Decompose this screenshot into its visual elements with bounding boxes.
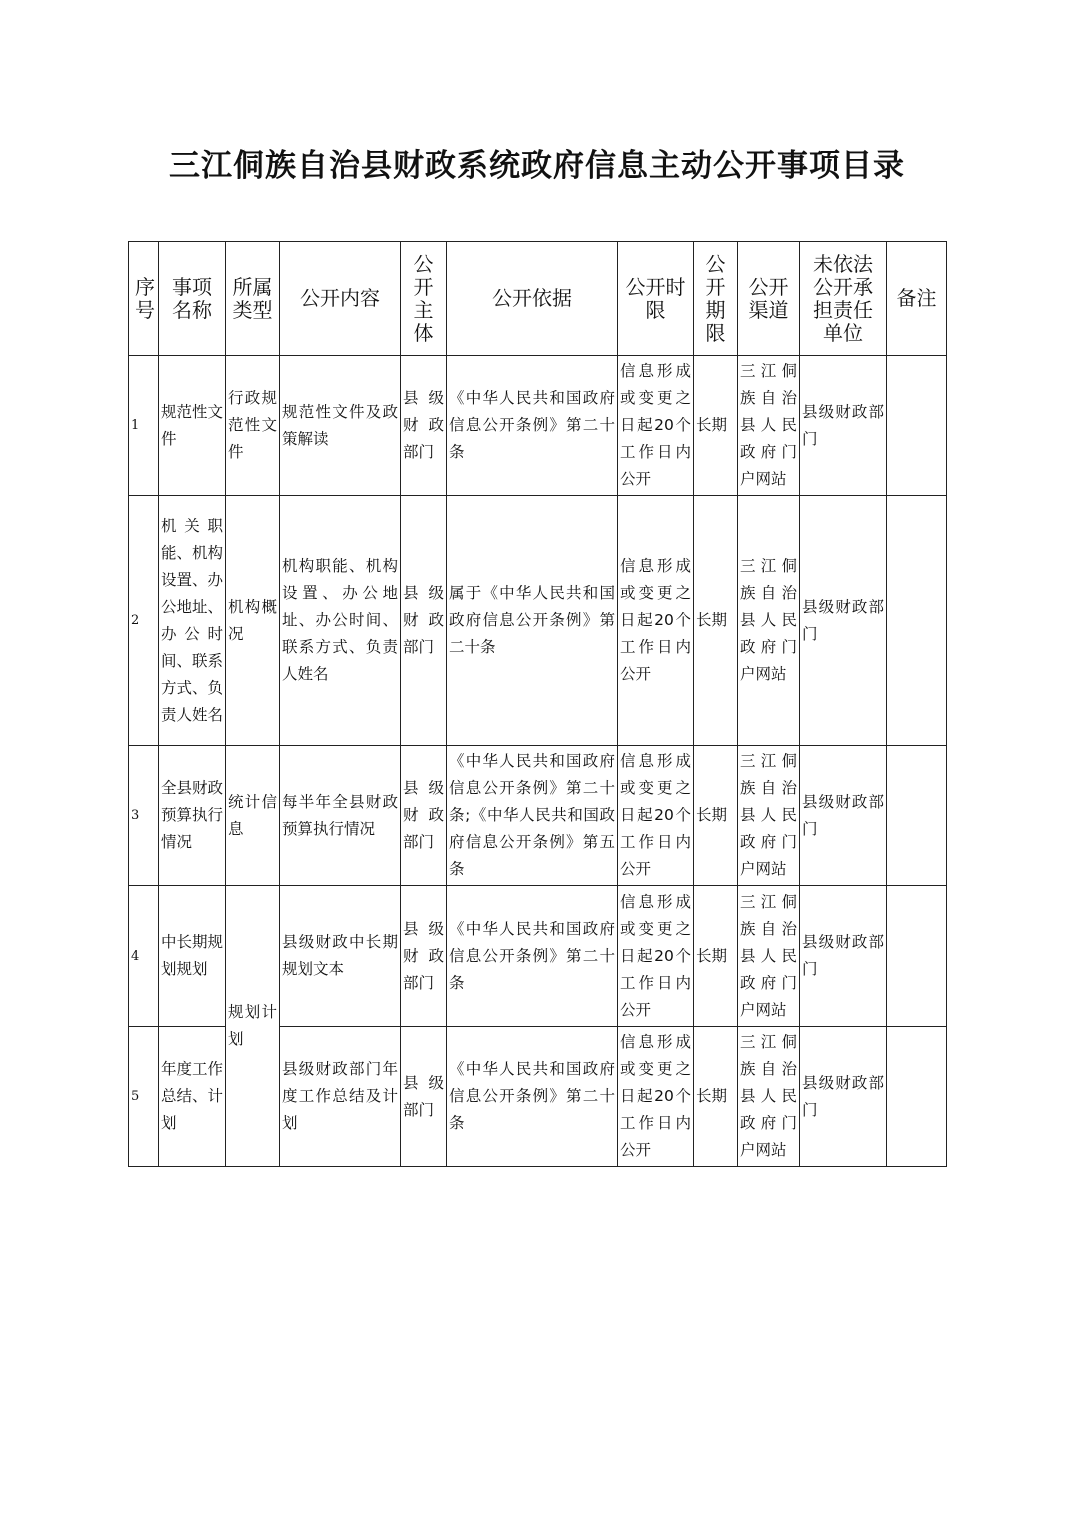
cell-time-limit: 信息形成或变更之日起20个工作日内公开 [618, 746, 694, 886]
cell-subject: 县级财政部门 [401, 356, 447, 496]
cell-seq: 5 [129, 1027, 159, 1167]
cell-seq: 2 [129, 496, 159, 746]
cell-name: 规范性文件 [159, 356, 226, 496]
cell-subject: 县级财政部门 [401, 886, 447, 1027]
cell-note [887, 356, 947, 496]
catalog-table [128, 241, 947, 1167]
cell-subject: 县级财政部门 [401, 746, 447, 886]
cell-note [887, 746, 947, 886]
cell-channel: 三江侗族自治县人民政府门户网站 [738, 496, 800, 746]
header-content: 公开内容 [280, 242, 401, 356]
cell-responsible: 县级财政部门 [800, 746, 887, 886]
cell-type: 行政规范性文件 [226, 356, 280, 496]
cell-period: 长期 [694, 496, 738, 746]
cell-basis: 属于《中华人民共和国政府信息公开条例》第二十条 [447, 496, 618, 746]
header-time-limit: 公开时限 [618, 242, 694, 356]
cell-responsible: 县级财政部门 [800, 356, 887, 496]
cell-content: 每半年全县财政预算执行情况 [280, 746, 401, 886]
cell-note [887, 886, 947, 1027]
page-title: 三江侗族自治县财政系统政府信息主动公开事项目录 [169, 148, 905, 184]
header-name: 事项名称 [159, 242, 226, 356]
table-row [129, 746, 947, 886]
header-row [129, 242, 947, 356]
cell-basis: 《中华人民共和国政府信息公开条例》第二十条;《中华人民共和国政府信息公开条例》第五条 [447, 746, 618, 886]
cell-period: 长期 [694, 746, 738, 886]
cell-subject: 县级财政部门 [401, 496, 447, 746]
cell-time-limit: 信息形成或变更之日起20个工作日内公开 [618, 356, 694, 496]
cell-period: 长期 [694, 356, 738, 496]
cell-responsible: 县级财政部门 [800, 886, 887, 1027]
header-period: 公开期限 [694, 242, 738, 356]
header-type: 所属类型 [226, 242, 280, 356]
cell-basis: 《中华人民共和国政府信息公开条例》第二十条 [447, 1027, 618, 1167]
cell-time-limit: 信息形成或变更之日起20个工作日内公开 [618, 496, 694, 746]
header-subject: 公开主体 [401, 242, 447, 356]
cell-name: 年度工作总结、计划 [159, 1027, 226, 1167]
cell-period: 长期 [694, 1027, 738, 1167]
cell-content: 县级财政部门年度工作总结及计划 [280, 1027, 401, 1167]
cell-channel: 三江侗族自治县人民政府门户网站 [738, 746, 800, 886]
cell-content: 规范性文件及政策解读 [280, 356, 401, 496]
cell-content: 机构职能、机构设置、办公地址、办公时间、联系方式、负责人姓名 [280, 496, 401, 746]
cell-channel: 三江侗族自治县人民政府门户网站 [738, 356, 800, 496]
header-seq: 序号 [129, 242, 159, 356]
cell-basis: 《中华人民共和国政府信息公开条例》第二十条 [447, 356, 618, 496]
cell-seq: 4 [129, 886, 159, 1027]
table-row [129, 496, 947, 746]
table-row [129, 356, 947, 496]
cell-name: 全县财政预算执行情况 [159, 746, 226, 886]
cell-basis: 《中华人民共和国政府信息公开条例》第二十条 [447, 886, 618, 1027]
table-row [129, 886, 947, 1027]
cell-type: 机构概况 [226, 496, 280, 746]
cell-note [887, 1027, 947, 1167]
cell-responsible: 县级财政部门 [800, 496, 887, 746]
cell-responsible: 县级财政部门 [800, 1027, 887, 1167]
cell-name: 机关职能、机构设置、办公地址、办公时间、联系方式、负责人姓名 [159, 496, 226, 746]
cell-name: 中长期规划规划 [159, 886, 226, 1027]
cell-type: 统计信息 [226, 746, 280, 886]
cell-time-limit: 信息形成或变更之日起20个工作日内公开 [618, 1027, 694, 1167]
cell-content: 县级财政中长期规划文本 [280, 886, 401, 1027]
cell-period: 长期 [694, 886, 738, 1027]
header-channel: 公开渠道 [738, 242, 800, 356]
header-basis: 公开依据 [447, 242, 618, 356]
cell-time-limit: 信息形成或变更之日起20个工作日内公开 [618, 886, 694, 1027]
header-responsible: 未依法公开承担责任单位 [800, 242, 887, 356]
cell-channel: 三江侗族自治县人民政府门户网站 [738, 886, 800, 1027]
cell-channel: 三江侗族自治县人民政府门户网站 [738, 1027, 800, 1167]
cell-subject: 县级部门 [401, 1027, 447, 1167]
cell-seq: 3 [129, 746, 159, 886]
header-note: 备注 [887, 242, 947, 356]
cell-seq: 1 [129, 356, 159, 496]
cell-note [887, 496, 947, 746]
cell-type: 规划计划 [226, 886, 280, 1167]
